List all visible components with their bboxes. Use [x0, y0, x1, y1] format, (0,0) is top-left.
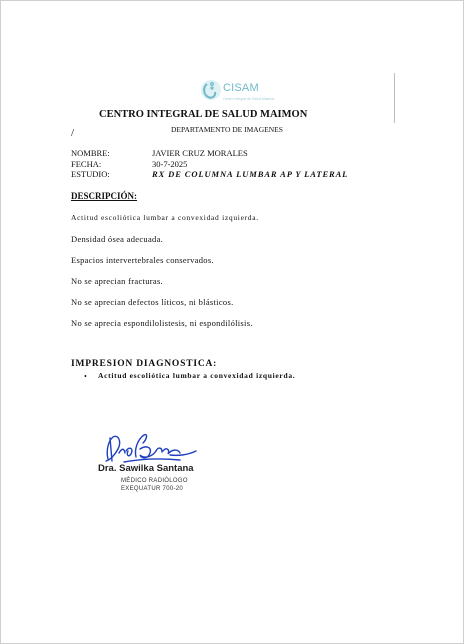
- impression-heading: IMPRESION DIAGNOSTICA:: [71, 359, 218, 369]
- finding-line: No se aprecian defectos líticos, ni blásticos.: [71, 297, 234, 307]
- finding-line: Actitud escoliótica lumbar a convexidad izquierda.: [71, 213, 259, 222]
- description-heading: DESCRIPCIÓN:: [71, 191, 138, 201]
- logo-text: CISAM: [223, 82, 259, 94]
- signer-name: Dra. Sawilka Santana: [98, 463, 194, 474]
- institution-title: CENTRO INTEGRAL DE SALUD MAIMON: [99, 109, 308, 120]
- date-label: FECHA:: [71, 159, 102, 169]
- signer-exequatur: EXEQUATUR 700-20: [121, 486, 184, 492]
- study-value: RX DE COLUMNA LUMBAR AP Y LATERAL: [152, 169, 349, 179]
- finding-line: Densidad ósea adecuada.: [71, 234, 164, 244]
- finding-line: No se aprecian fracturas.: [71, 276, 163, 286]
- department-title: DEPARTAMENTO DE IMAGENES: [171, 125, 283, 134]
- impression-item: Actitud escoliótica lumbar a convexidad izquierda.: [98, 371, 296, 380]
- logo-subtext: Centro Integral de Salud Maimon: [223, 97, 275, 101]
- finding-line: Espacios intervertebrales conservados.: [71, 255, 214, 265]
- name-label: NOMBRE:: [71, 148, 110, 158]
- bullet-icon: •: [84, 372, 87, 381]
- header-slash: /: [71, 127, 75, 139]
- signer-role: MÉDICO RADIÓLOGO: [121, 478, 188, 484]
- study-label: ESTUDIO:: [71, 169, 110, 179]
- margin-divider: [394, 73, 395, 123]
- name-value: JAVIER CRUZ MORALES: [152, 148, 248, 158]
- finding-line: No se aprecia espondilolistesis, ni espondilólisis.: [71, 318, 253, 328]
- date-value: 30-7-2025: [152, 159, 188, 169]
